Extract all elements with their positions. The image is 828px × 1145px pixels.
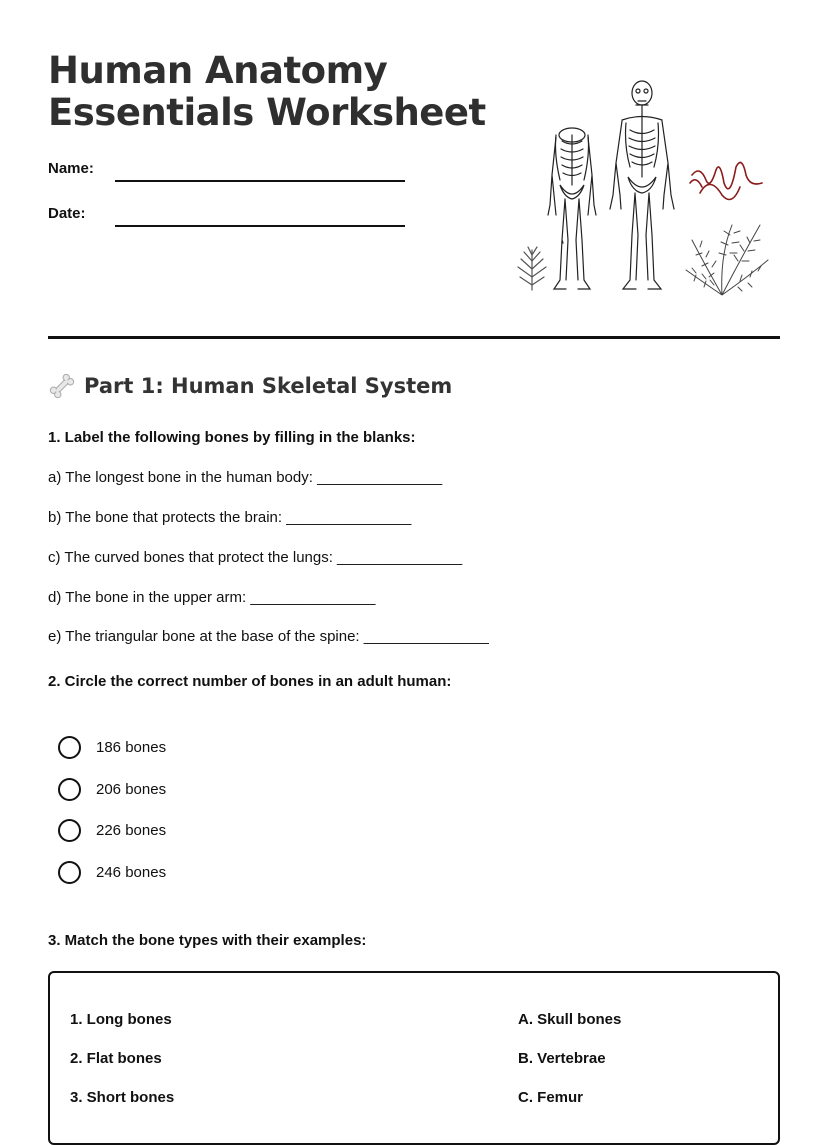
match-right-c: C. Femur: [518, 1089, 584, 1106]
question-2-prompt: 2. Circle the correct number of bones in an adult human:: [48, 673, 452, 690]
option-246-bones[interactable]: [58, 861, 166, 884]
full-skeleton-icon: [610, 81, 674, 289]
fill-blank-d[interactable]: d) The bone in the upper arm: _______________: [48, 589, 376, 606]
title-line-1: Human Anatomy: [48, 49, 388, 92]
radio-circle-icon[interactable]: [58, 861, 81, 884]
fill-blank-c[interactable]: c) The curved bones that protect the lungs: _______________: [48, 549, 463, 566]
section-title-text: Part 1: Human Skeletal System: [84, 374, 453, 398]
title-line-2: Essentials Worksheet: [48, 91, 486, 134]
option-206-bones[interactable]: [58, 778, 166, 801]
date-field[interactable]: [115, 225, 405, 227]
match-right-b: B. Vertebrae: [518, 1050, 606, 1067]
name-field[interactable]: [115, 180, 405, 182]
match-left-1: 1. Long bones: [70, 1011, 172, 1028]
small-fern-icon: [518, 247, 546, 290]
section-title: [48, 372, 452, 400]
fern-plant-icon: [686, 225, 768, 295]
question-1-prompt: 1. Label the following bones by filling in the blanks:: [48, 429, 416, 446]
date-label: Date:: [48, 205, 86, 222]
name-label: Name:: [48, 160, 94, 177]
option-label: 186 bones: [96, 739, 167, 756]
option-label: 226 bones: [96, 822, 167, 839]
skeletons-with-plants-illustration: [510, 75, 775, 300]
bone-icon: [48, 372, 76, 400]
option-226-bones[interactable]: [58, 819, 166, 842]
match-right-a: A. Skull bones: [518, 1011, 622, 1028]
header-divider: [48, 336, 780, 339]
fill-blank-a[interactable]: a) The longest bone in the human body: _______________: [48, 469, 443, 486]
red-roots-icon: [690, 163, 762, 200]
option-186-bones[interactable]: [58, 736, 166, 759]
radio-circle-icon[interactable]: [58, 736, 81, 759]
option-label: 246 bones: [96, 864, 167, 881]
fill-blank-e[interactable]: e) The triangular bone at the base of the spine: _______________: [48, 628, 489, 645]
match-left-3: 3. Short bones: [70, 1089, 175, 1106]
radio-circle-icon[interactable]: [58, 778, 81, 801]
matching-box: [48, 971, 780, 1145]
fill-blank-b[interactable]: b) The bone that protects the brain: _______________: [48, 509, 412, 526]
headless-skeleton-icon: [548, 128, 596, 289]
worksheet-title: [48, 50, 486, 134]
question-3-prompt: 3. Match the bone types with their examples:: [48, 932, 367, 949]
option-label: 206 bones: [96, 781, 167, 798]
match-left-2: 2. Flat bones: [70, 1050, 162, 1067]
radio-circle-icon[interactable]: [58, 819, 81, 842]
